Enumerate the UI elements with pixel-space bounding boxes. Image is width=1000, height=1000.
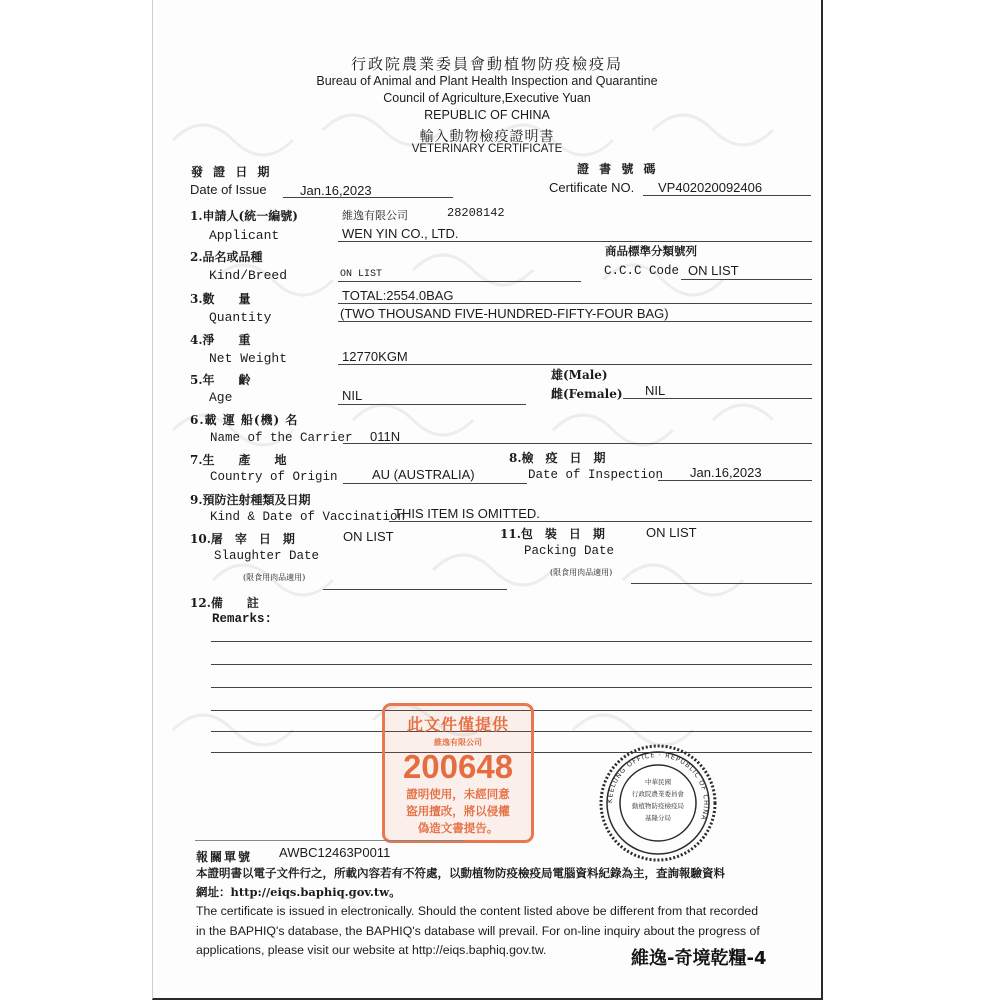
slaughter-label-zh: 10.屠 宰 日 期 bbox=[190, 532, 295, 546]
quantity-label: Quantity bbox=[209, 310, 272, 325]
quantity-words: (TWO THOUSAND FIVE-HUNDRED-FIFTY-FOUR BAG) bbox=[340, 306, 669, 321]
remarks-label-zh: 12.備 註 bbox=[190, 596, 259, 610]
certificate-page bbox=[152, 0, 823, 1000]
seal-line-1: 中華民國 bbox=[645, 778, 671, 786]
inspection-label-zh: 8.檢 疫 日 期 bbox=[509, 451, 606, 465]
remarks-label: Remarks: bbox=[212, 612, 273, 626]
kind-label: Kind/Breed bbox=[209, 268, 288, 283]
origin-label: Country of Origin bbox=[210, 470, 338, 484]
issue-date-value: Jan.16,2023 bbox=[300, 183, 372, 198]
ccc-label: C.C.C Code bbox=[604, 264, 680, 278]
seal-line-2: 行政院農業委員會 bbox=[632, 790, 684, 798]
quantity-label-zh: 3.數 量 bbox=[190, 292, 251, 306]
stamp-line-1: 此文件僅提供 bbox=[406, 715, 509, 734]
kind-label-zh: 2.品名或品種 bbox=[190, 250, 263, 264]
country-name: REPUBLIC OF CHINA bbox=[424, 108, 550, 122]
male-label: 雄(Male) bbox=[551, 368, 608, 382]
quantity-value: TOTAL:2554.0BAG bbox=[342, 288, 454, 303]
stamp-line-4: 盜用擅改，將以侵權 bbox=[406, 804, 510, 818]
document-title-en: VETERINARY CERTIFICATE bbox=[411, 143, 563, 155]
applicant-name-zh: 維逸有限公司 bbox=[342, 209, 408, 222]
stamp-line-5: 偽造文書提告。 bbox=[417, 821, 499, 835]
document-title-zh: 輸入動物檢疫證明書 bbox=[419, 129, 555, 145]
stamp-line-3: 證明使用，未經同意 bbox=[406, 787, 510, 801]
copy-protection-stamp bbox=[382, 703, 534, 843]
cert-no-value: VP402020092406 bbox=[658, 180, 763, 195]
applicant-label: Applicant bbox=[209, 228, 280, 243]
vaccination-label: Kind & Date of Vaccination bbox=[210, 510, 406, 524]
applicant-label-zh: 1.申請人(統一編號) bbox=[190, 209, 298, 223]
stamp-line-2: 維逸有限公司 bbox=[434, 738, 482, 747]
agency-name-zh: 行政院農業委員會動植物防疫檢疫局 bbox=[350, 55, 623, 73]
origin-value: AU (AUSTRALIA) bbox=[372, 467, 475, 482]
footer-note-zh-1: 本證明書以電子文件行之，所載內容若有不符處，以動植物防疫檢疫局電腦資料紀錄為主，查詢報驗資料 bbox=[196, 866, 725, 880]
ccc-label-zh: 商品標準分類號列 bbox=[605, 244, 697, 258]
packing-value: ON LIST bbox=[646, 525, 697, 540]
footer-note-zh-2: 網址：http://eiqs.baphiq.gov.tw。 bbox=[196, 885, 401, 899]
footer-note-en-1: The certificate is issued in electronically. Should the content listed above be different from that recorded bbox=[196, 904, 759, 918]
applicant-id: 28208142 bbox=[447, 206, 505, 220]
female-label: 雌(Female) bbox=[551, 387, 623, 401]
seal-line-4: 基隆分局 bbox=[645, 814, 671, 822]
report-number-value: AWBC12463P0011 bbox=[279, 845, 391, 860]
slaughter-note: (限食用肉品適用) bbox=[243, 573, 306, 582]
agency-name-en: Bureau of Animal and Plant Health Inspection and Quarantine bbox=[316, 74, 658, 88]
origin-label-zh: 7.生 產 地 bbox=[190, 453, 287, 467]
female-value: NIL bbox=[645, 383, 666, 398]
age-label-zh: 5.年 齡 bbox=[190, 373, 251, 387]
official-seal bbox=[599, 744, 717, 862]
ccc-value: ON LIST bbox=[688, 263, 739, 278]
kind-value: ON LIST bbox=[340, 269, 383, 280]
report-number-label: 報關單號 bbox=[196, 850, 253, 864]
issue-date-label: Date of Issue bbox=[190, 182, 267, 197]
vaccination-label-zh: 9.預防注射種類及日期 bbox=[190, 493, 311, 507]
age-label: Age bbox=[209, 390, 233, 405]
net-weight-value: 12770KGM bbox=[342, 349, 408, 364]
packing-label: Packing Date bbox=[524, 544, 615, 558]
product-tag: 維逸-奇境乾糧-4 bbox=[631, 948, 767, 969]
inspection-value: Jan.16,2023 bbox=[690, 465, 762, 480]
inspection-label: Date of Inspection bbox=[528, 468, 664, 482]
footer-note-en-3: applications, please visit our website at http://eiqs.baphiq.gov.tw. bbox=[196, 943, 547, 957]
carrier-label: Name of the Carrier bbox=[210, 431, 353, 445]
stamp-number: 200648 bbox=[402, 748, 514, 785]
council-name: Council of Agriculture,Executive Yuan bbox=[383, 91, 591, 105]
issue-date-label-zh: 發 證 日 期 bbox=[191, 165, 273, 179]
applicant-value: WEN YIN CO., LTD. bbox=[342, 226, 459, 241]
vaccination-value: THIS ITEM IS OMITTED. bbox=[394, 506, 540, 521]
packing-label-zh: 11.包 裝 日 期 bbox=[500, 527, 605, 541]
age-value: NIL bbox=[342, 388, 363, 403]
cert-no-label-zh: 證 書 號 碼 bbox=[577, 162, 659, 176]
carrier-label-zh: 6.載 運 船(機) 名 bbox=[190, 413, 299, 427]
slaughter-value: ON LIST bbox=[343, 529, 394, 544]
footer-note-en-2: in the BAPHIQ's database, the BAPHIQ's database will prevail. For on-line inquiry about the progress of bbox=[196, 924, 760, 938]
cert-no-label: Certificate NO. bbox=[549, 180, 635, 195]
packing-note: (限食用肉品適用) bbox=[550, 568, 613, 577]
slaughter-label: Slaughter Date bbox=[214, 549, 320, 563]
carrier-value: 011N bbox=[370, 429, 401, 444]
seal-ring-text: KEELUNG OFFICE · REPUBLIC OF CHINA bbox=[605, 750, 711, 822]
seal-line-3: 動植物防疫檢疫局 bbox=[632, 802, 684, 810]
net-weight-label-zh: 4.淨 重 bbox=[190, 333, 251, 347]
net-weight-label: Net Weight bbox=[209, 351, 288, 366]
